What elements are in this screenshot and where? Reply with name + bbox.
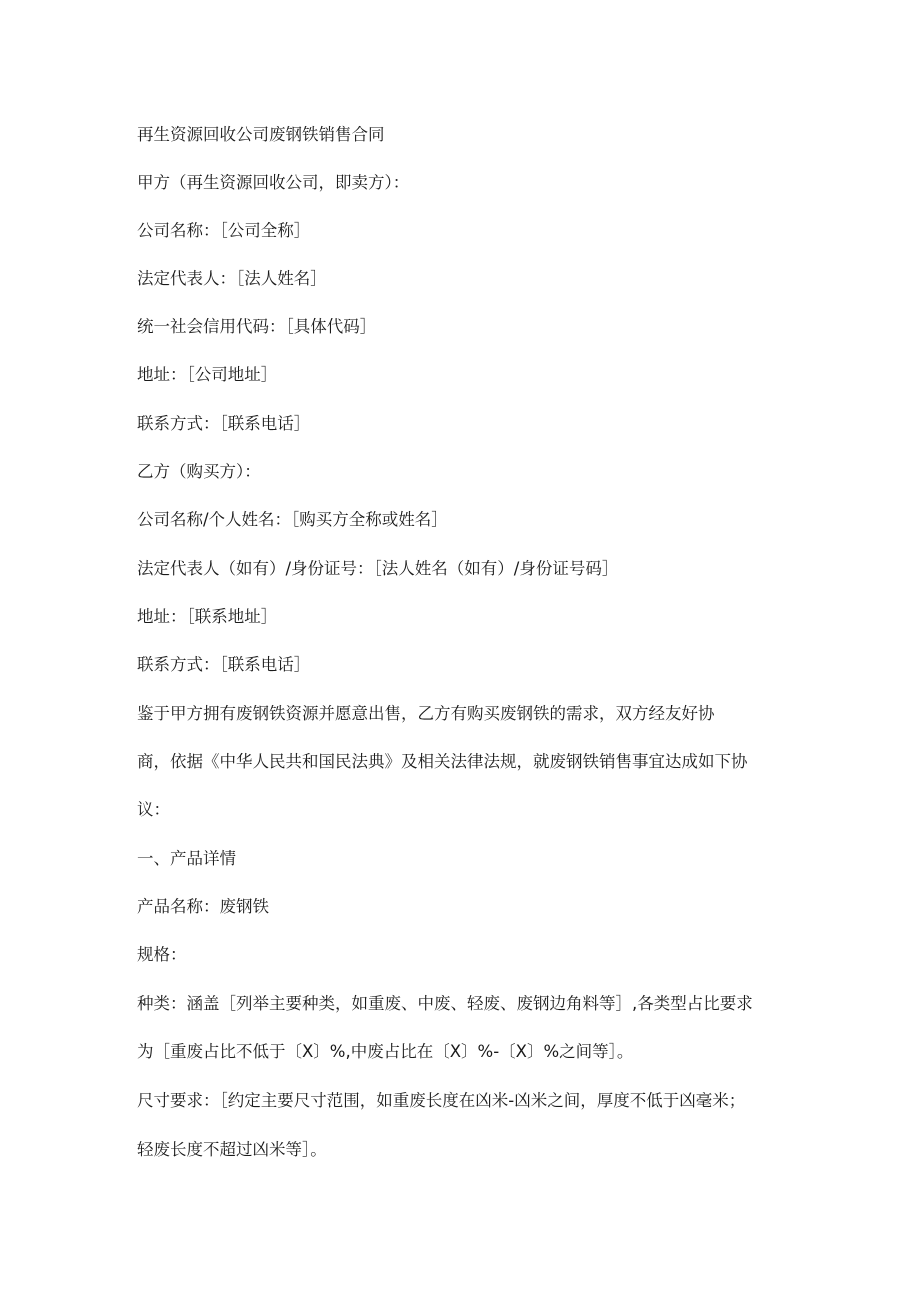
contract-title: 再生资源回收公司废钢铁销售合同 xyxy=(137,125,385,144)
preamble-line: 议： xyxy=(137,800,170,819)
spec-label: 规格： xyxy=(137,945,187,964)
party-b-heading: 乙方（购买方）： xyxy=(137,462,261,481)
party-b-name: 公司名称/个人姓名：［购买方全称或姓名］ xyxy=(137,510,448,529)
party-a-address: 地址：［公司地址］ xyxy=(137,365,278,384)
section-1-heading: 一、产品详情 xyxy=(137,849,236,868)
product-name: 产品名称：废钢铁 xyxy=(137,897,269,916)
preamble-line: 鉴于甲方拥有废钢铁资源并愿意出售，乙方有购买废钢铁的需求，双方经友好协 xyxy=(137,704,715,723)
types-line: 种类：涵盖［列举主要种类，如重废、中废、轻废、废钢边角料等］,各类型占比要求 xyxy=(137,994,753,1013)
party-b-contact: 联系方式：［联系电话］ xyxy=(137,655,311,674)
types-line: 为［重废占比不低于〔X〕%,中废占比在〔X〕%-〔X〕%之间等］。 xyxy=(137,1042,634,1061)
party-a-company-name: 公司名称：［公司全称］ xyxy=(137,221,311,240)
size-requirement-line: 轻废长度不超过凶米等］。 xyxy=(137,1140,327,1159)
party-a-contact: 联系方式：［联系电话］ xyxy=(137,414,311,433)
preamble-line: 商，依据《中华人民共和国民法典》及相关法律法规，就废钢铁销售事宜达成如下协 xyxy=(137,752,748,771)
party-b-legal-rep-id: 法定代表人（如有）/身份证号：［法人姓名（如有）/身份证号码］ xyxy=(137,559,619,578)
party-a-credit-code: 统一社会信用代码：［具体代码］ xyxy=(137,317,377,336)
party-a-heading: 甲方（再生资源回收公司，即卖方）： xyxy=(137,173,410,192)
party-b-address: 地址：［联系地址］ xyxy=(137,607,278,626)
size-requirement-line: 尺寸要求：［约定主要尺寸范围，如重废长度在凶米-凶米之间，厚度不低于凶毫米； xyxy=(137,1091,746,1110)
party-a-legal-rep: 法定代表人：［法人姓名］ xyxy=(137,269,327,288)
